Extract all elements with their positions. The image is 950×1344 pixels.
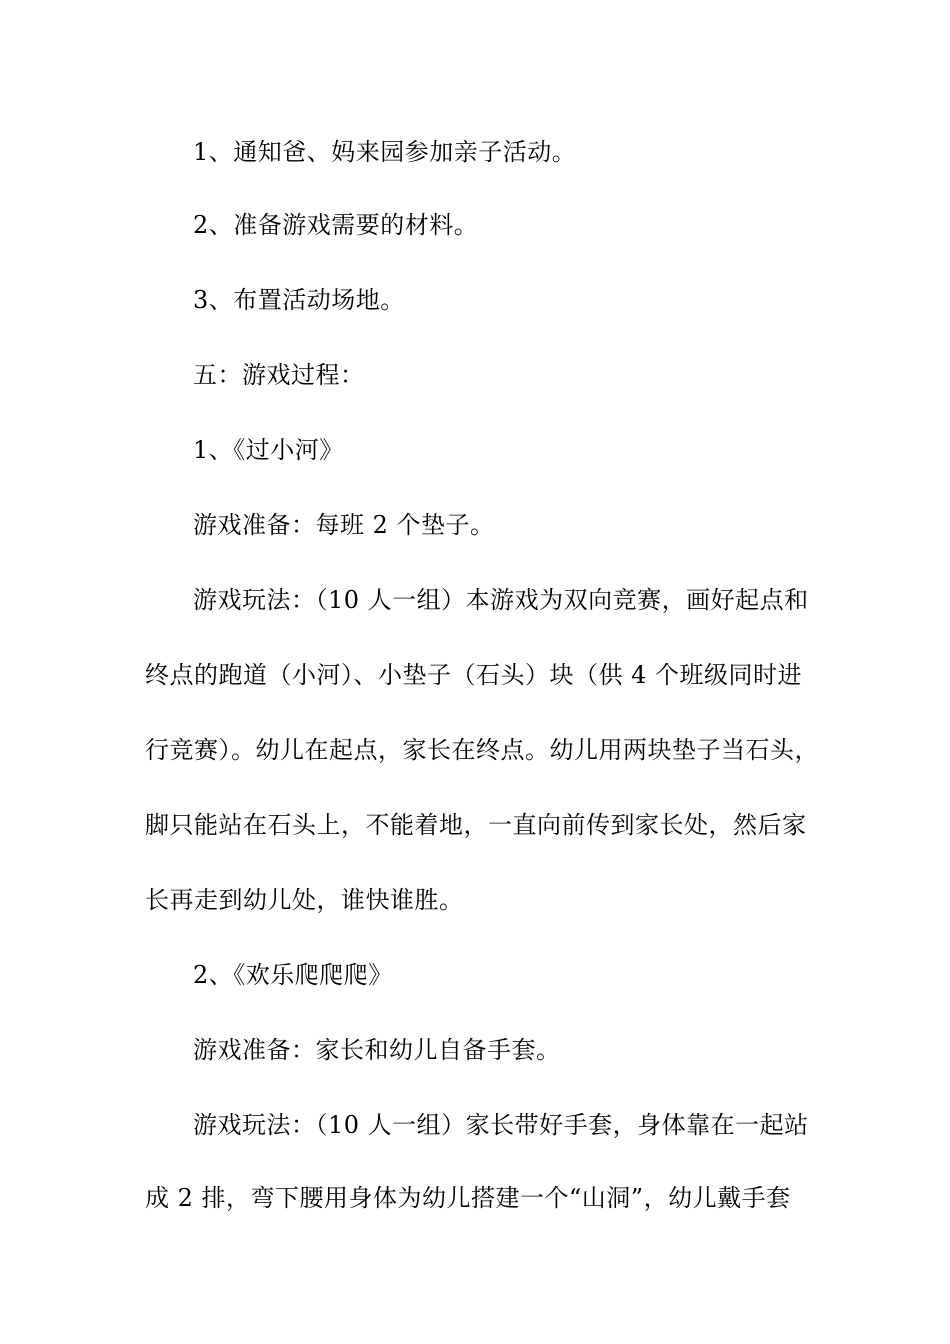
game-1-rules-line-2: 终点的跑道（小河）、小垫子（石头）块（供 4 个班级同时进 <box>145 661 803 689</box>
text-line-prep-3: 3、布置活动场地。 <box>193 286 405 314</box>
game-2-rules-line-1: 游戏玩法：（10 人一组）家长带好手套，身体靠在一起站 <box>193 1111 809 1139</box>
section-heading: 五：游戏过程： <box>193 361 365 389</box>
game-1-preparation: 游戏准备：每班 2 个垫子。 <box>193 511 495 539</box>
game-2-preparation: 游戏准备：家长和幼儿自备手套。 <box>193 1036 561 1064</box>
text-line-prep-2: 2、准备游戏需要的材料。 <box>193 211 479 239</box>
game-1-rules-line-1: 游戏玩法：（10 人一组）本游戏为双向竞赛，画好起点和 <box>193 586 809 614</box>
game-1-rules-line-5: 长再走到幼儿处，谁快谁胜。 <box>145 886 464 914</box>
text-line-prep-1: 1、通知爸、妈来园参加亲子活动。 <box>193 138 577 166</box>
game-2-title: 2、《欢乐爬爬爬》 <box>193 961 393 989</box>
game-2-rules-line-2: 成 2 排，弯下腰用身体为幼儿搭建一个“山洞”，幼儿戴手套 <box>145 1184 791 1212</box>
game-1-rules-line-4: 脚只能站在石头上，不能着地，一直向前传到家长处，然后家 <box>145 811 807 839</box>
game-1-rules-line-3: 行竞赛）。幼儿在起点，家长在终点。幼儿用两块垫子当石头， <box>145 736 819 764</box>
game-1-title: 1、《过小河》 <box>193 436 344 464</box>
